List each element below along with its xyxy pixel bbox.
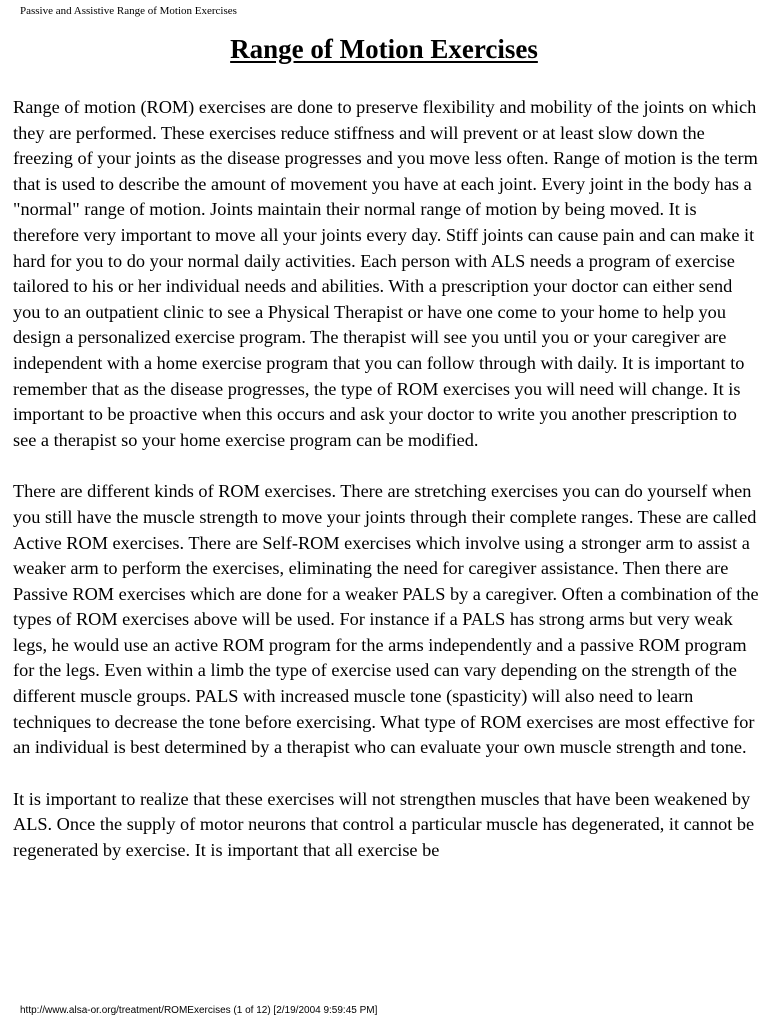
page-footer-url: http://www.alsa-or.org/treatment/ROMExercises (1 of 12) [2/19/2004 9:59:45 PM]	[20, 1005, 378, 1016]
paragraph-rom-limits: It is important to realize that these exercises will not strengthen muscles that have been weakened by ALS. Once the supply of motor neurons that control a particular muscle has degenerated, it cannot be regenerated by exercise. It is important that all exercise be	[13, 788, 755, 861]
document-body	[13, 95, 761, 890]
page-running-header: Passive and Assistive Range of Motion Exercises	[20, 5, 237, 17]
page-title: Range of Motion Exercises	[230, 34, 538, 64]
paragraph-rom-overview: Range of motion (ROM) exercises are done to preserve flexibility and mobility of the joints on which they are performed. These exercises reduce stiffness and will prevent or at least slow down the freezing of your joints as the disease progresses and you move less often. Range of motion is the term that is used to describe the amount of movement you have at each joint. Every joint in the body has a "normal" range of motion. Joints maintain their normal range of motion by being moved. It is therefore very important to move all your joints every day. Stiff joints can cause pain and can make it hard for you to do your normal daily activities. Each person with ALS needs a program of exercise tailored to his or her individual needs and abilities. With a prescription your doctor can either send you to an outpatient clinic to see a Physical Therapist or have one come to your home to help you design a personalized exercise program. The therapist will see you until you or your caregiver are independent with a home exercise program that you can follow through with daily. It is important to remember that as the disease progresses, the type of ROM exercises you will need will change. It is important to be proactive when this occurs and ask your doctor to write you another prescription to see a therapist so your home exercise program can be modified.	[13, 97, 758, 450]
paragraph-rom-kinds: There are different kinds of ROM exercises. There are stretching exercises you can do yourself when you still have the muscle strength to move your joints through their complete ranges. These are called Active ROM exercises. There are Self-ROM exercises which involve using a stronger arm to assist a weaker arm to perform the exercises, eliminating the need for caregiver assistance. Then there are Passive ROM exercises which are done for a weaker PALS by a caregiver. Often a combination of the types of ROM exercises above will be used. For instance if a PALS has strong arms but very weak legs, he would use an active ROM program for the arms independently and a passive ROM program for the legs. Even within a limb the type of exercise used can vary depending on the strength of the different muscle groups. PALS with increased muscle tone (spasticity) will also need to learn techniques to decrease the tone before exercising. What type of ROM exercises are most effective for an individual is best determined by a therapist who can evaluate your own muscle strength and tone.	[13, 481, 759, 758]
